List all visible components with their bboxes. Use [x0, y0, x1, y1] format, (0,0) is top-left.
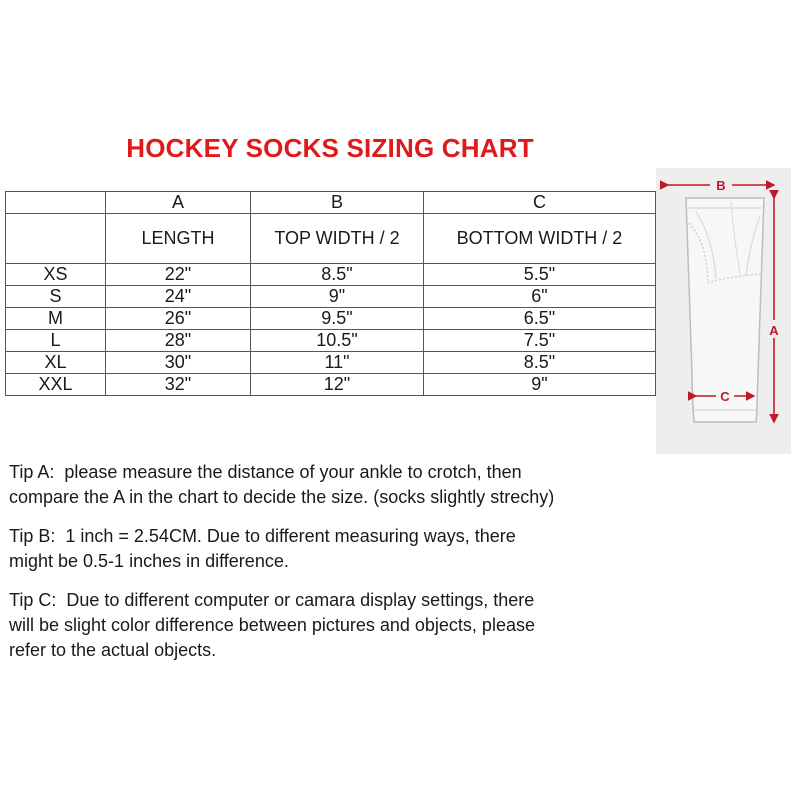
bottom-width-cell: 6": [424, 286, 656, 308]
column-label-bottom-width: BOTTOM WIDTH / 2: [424, 214, 656, 264]
letter-header-row: [6, 192, 656, 214]
top-width-cell: 12": [251, 374, 424, 396]
length-cell: 32": [106, 374, 251, 396]
tip-c-line-2: will be slight color difference between pictures and objects, please: [9, 615, 535, 635]
size-cell: S: [6, 286, 106, 308]
size-cell: L: [6, 330, 106, 352]
length-cell: 24": [106, 286, 251, 308]
column-letter-b: B: [251, 192, 424, 214]
table-row: [6, 330, 656, 352]
column-label-length: LENGTH: [106, 214, 251, 264]
tip-a-line-2: compare the A in the chart to decide the size. (socks slightly strechy): [9, 487, 555, 507]
top-width-cell: 10.5": [251, 330, 424, 352]
tip-b: [9, 524, 669, 574]
tip-c-label: Tip C:: [9, 590, 57, 610]
length-cell: 26": [106, 308, 251, 330]
bottom-width-cell: 5.5": [424, 264, 656, 286]
label-a: A: [769, 323, 779, 338]
empty-header-cell: [6, 192, 106, 214]
top-width-cell: 8.5": [251, 264, 424, 286]
length-cell: 30": [106, 352, 251, 374]
size-cell: XS: [6, 264, 106, 286]
table-row: [6, 352, 656, 374]
size-cell: XXL: [6, 374, 106, 396]
tip-b-line-2: might be 0.5-1 inches in difference.: [9, 551, 289, 571]
tip-c-line-3: refer to the actual objects.: [9, 640, 217, 660]
tip-c-line-1: Due to different computer or camara display settings, there: [56, 590, 535, 610]
label-c: C: [720, 389, 730, 404]
tip-a-line-1: please measure the distance of your ankle to crotch, then: [54, 462, 522, 482]
empty-header-cell: [6, 214, 106, 264]
chart-title: HOCKEY SOCKS SIZING CHART: [126, 133, 534, 163]
tips-section: [9, 460, 669, 677]
tip-a-label: Tip A:: [9, 462, 55, 482]
bottom-width-cell: 9": [424, 374, 656, 396]
tip-b-line-1: 1 inch = 2.54CM. Due to different measuring ways, there: [55, 526, 516, 546]
sock-diagram: [656, 168, 791, 454]
length-cell: 22": [106, 264, 251, 286]
tip-c: [9, 588, 669, 663]
table-row: [6, 286, 656, 308]
top-width-cell: 11": [251, 352, 424, 374]
bottom-width-cell: 7.5": [424, 330, 656, 352]
column-letter-a: A: [106, 192, 251, 214]
top-width-cell: 9.5": [251, 308, 424, 330]
tip-b-label: Tip B:: [9, 526, 56, 546]
size-cell: XL: [6, 352, 106, 374]
label-b: B: [716, 178, 726, 193]
tip-a: [9, 460, 669, 510]
table-row: [6, 374, 656, 396]
size-cell: M: [6, 308, 106, 330]
table-row: [6, 264, 656, 286]
bottom-width-cell: 8.5": [424, 352, 656, 374]
sizing-table: [5, 191, 656, 396]
label-header-row: [6, 214, 656, 264]
length-cell: 28": [106, 330, 251, 352]
column-letter-c: C: [424, 192, 656, 214]
table-row: [6, 308, 656, 330]
bottom-width-cell: 6.5": [424, 308, 656, 330]
top-width-cell: 9": [251, 286, 424, 308]
column-label-top-width: TOP WIDTH / 2: [251, 214, 424, 264]
